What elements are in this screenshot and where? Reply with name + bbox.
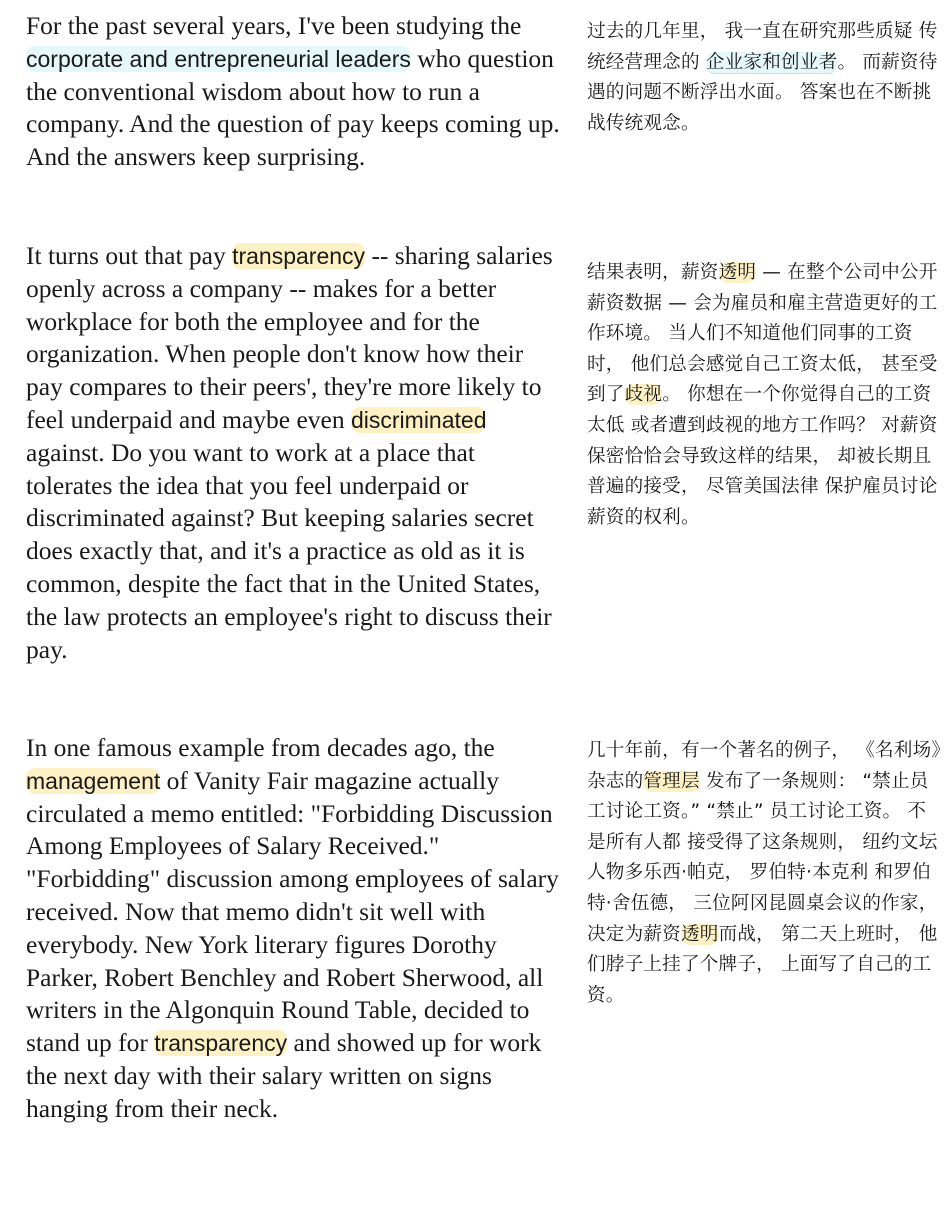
text-segment: — 在整个公司中公开薪资数据 — 会为雇员和雇主营造更好的工作环境。 当人们不知道他们同事的工资时， 他们总会感觉自己工资太低， 甚至受到了 <box>587 262 938 406</box>
text-segment: 发布了一条规则： “禁止员工讨论工资。” “禁止” 员工讨论工资。 不是所有人都 接受得了这条规则， 纽约文坛人物多乐西·帕克， 罗伯特·本克利 和罗伯特·舍伍德， 三位阿冈昆圆桌会议的作家， 决定为薪资 <box>587 770 938 945</box>
text-segment: It turns out that pay <box>26 241 233 270</box>
text-segment: 。 而薪资待遇的问题不断浮出水面。 答案也在不断挑战传统观念。 <box>587 51 938 134</box>
text-segment: -- sharing salaries openly across a company -- makes for a better workplace for both the employee and for the organization. When people don't know how their pay compares to their peers', they're more likely to feel underpaid and maybe even <box>26 241 553 434</box>
highlighted-term[interactable]: 歧视 <box>624 384 663 406</box>
highlighted-term[interactable]: transparency <box>232 243 366 269</box>
text-segment: For the past several years, I've been studying the <box>26 11 522 40</box>
text-segment: In one famous example from decades ago, the <box>26 733 495 762</box>
highlighted-term[interactable]: 透明 <box>718 262 757 283</box>
highlighted-term[interactable]: transparency <box>154 1030 288 1057</box>
chinese-paragraph-2 <box>587 258 945 533</box>
english-paragraph-3 <box>26 732 566 1126</box>
text-segment: 过去的几年里， 我一直在研究那些质疑 传统经营理念的 <box>587 21 938 73</box>
chinese-paragraph-1 <box>587 17 945 139</box>
text-segment: of Vanity Fair magazine actually circulated a memo entitled: "Forbidding Discussion Among Employees of Salary Received." "Forbidding" discussion among employees of salary received. Now that memo didn't sit well with everybody. New York literary figures Dorothy Parker, Robert Benchley and Robert Sherwood, all writers in the Algonquin Round Table, decided to stand up for <box>26 765 559 1058</box>
text-segment: 几十年前，有一个著名的例子， 《名利场》杂志的 <box>587 740 941 792</box>
text-segment: and showed up for work the next day with their salary written on signs hanging from their neck. <box>26 1028 542 1123</box>
highlighted-term[interactable]: 透明 <box>680 923 719 945</box>
text-segment: 而战， 第二天上班时， 他们脖子上挂了个牌子， 上面写了自己的工资。 <box>587 923 938 1006</box>
text-segment: 。 你想在一个你觉得自己的工资太低 或者遭到歧视的地方工作吗？ 对薪资保密恰恰会导致这样的结果， 却被长期且普遍的接受， 尽管美国法律 保护雇员讨论薪资的权利。 <box>587 384 938 528</box>
text-segment: against. Do you want to work at a place that tolerates the idea that you feel underpaid or discriminated against? But keeping salaries secret does exactly that, and it's a practice as old as it is common, despite the fact that in the United States, the law protects an employee's right to discuss their pay. <box>26 437 552 664</box>
highlighted-term[interactable]: 管理层 <box>643 770 700 792</box>
highlighted-term[interactable]: corporate and entrepreneurial leaders <box>26 45 411 72</box>
text-segment: 结果表明，薪资 <box>587 262 719 283</box>
highlighted-term[interactable]: discriminated <box>350 406 487 433</box>
chinese-paragraph-3 <box>587 736 945 1011</box>
text-segment: who question the conventional wisdom about how to run a company. And the question of pay keeps coming up. And the answers keep surprising. <box>26 43 560 172</box>
english-paragraph-1 <box>26 10 566 174</box>
highlighted-term[interactable]: management <box>26 767 161 794</box>
highlighted-term[interactable]: 企业家和创业者 <box>705 51 838 73</box>
english-paragraph-2 <box>26 240 566 666</box>
